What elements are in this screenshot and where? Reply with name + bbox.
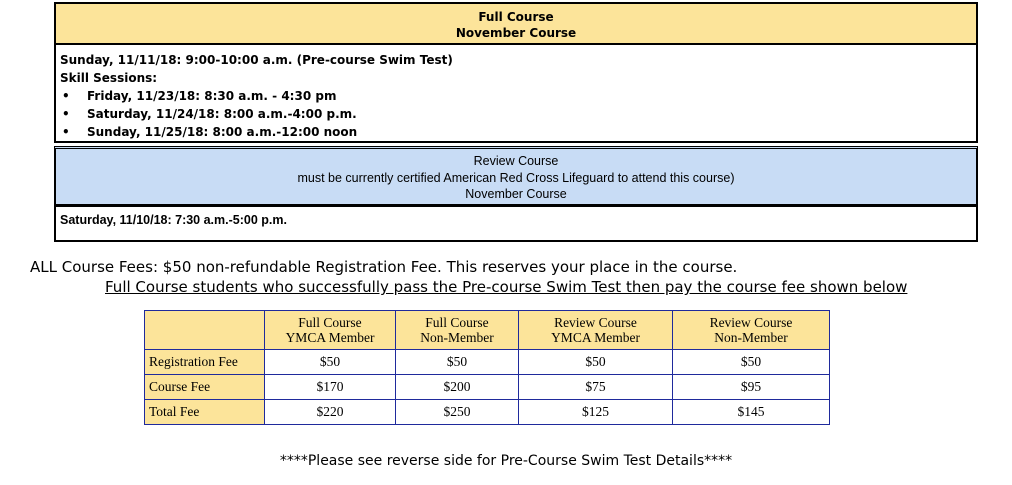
review-course-header xyxy=(54,146,978,206)
column-header: Full Course YMCA Member xyxy=(265,311,396,350)
fee-cell: $250 xyxy=(396,400,519,425)
bullet-icon: • xyxy=(62,89,70,103)
fee-cell: $200 xyxy=(396,375,519,400)
column-header: Full Course Non-Member xyxy=(396,311,519,350)
table-row xyxy=(145,400,830,425)
fee-cell: $145 xyxy=(673,400,830,425)
fee-cell: $220 xyxy=(265,400,396,425)
fees-label: ALL Course Fees xyxy=(30,258,153,276)
row-label: Total Fee xyxy=(145,400,265,425)
fee-cell: $50 xyxy=(265,350,396,375)
fees-summary xyxy=(30,258,737,276)
fee-cell: $125 xyxy=(519,400,673,425)
review-course-title: Review Course xyxy=(473,154,559,168)
full-course-title: Full Course xyxy=(478,10,554,24)
table-corner xyxy=(145,311,265,350)
list-item xyxy=(60,87,976,105)
fee-cell: $50 xyxy=(396,350,519,375)
fee-cell: $95 xyxy=(673,375,830,400)
bullet-icon: • xyxy=(62,125,70,139)
pretest-date: Sunday, 11/11/18: 9:00-10:00 a.m. (Pre-course Swim Test) xyxy=(60,53,453,67)
bullet-icon: • xyxy=(62,107,70,121)
row-label: Course Fee xyxy=(145,375,265,400)
fees-note: Full Course students who successfully pass the Pre-course Swim Test then pay the course fee shown below xyxy=(105,278,908,296)
list-item xyxy=(60,105,976,123)
review-course-note: must be currently certified American Red Cross Lifeguard to attend this course) xyxy=(297,170,735,185)
list-item xyxy=(60,123,976,141)
full-course-schedule xyxy=(54,44,978,143)
fee-cell: $50 xyxy=(519,350,673,375)
table-row xyxy=(145,375,830,400)
fee-cell: $75 xyxy=(519,375,673,400)
fee-table xyxy=(144,310,830,425)
review-course-schedule xyxy=(54,205,978,242)
session-date: Friday, 11/23/18: 8:30 a.m. - 4:30 pm xyxy=(87,89,337,103)
table-row xyxy=(145,350,830,375)
fee-cell: $50 xyxy=(673,350,830,375)
column-header: Review Course Non-Member xyxy=(673,311,830,350)
table-header-row xyxy=(145,311,830,350)
fees-text: : $50 non-refundable Registration Fee. This reserves your place in the course. xyxy=(152,258,738,276)
session-date: Sunday, 11/25/18: 8:00 a.m.-12:00 noon xyxy=(87,125,358,139)
full-course-header xyxy=(54,2,978,45)
full-course-month: November Course xyxy=(455,26,577,40)
review-date: Saturday, 11/10/18: 7:30 a.m.-5:00 p.m. xyxy=(60,213,287,227)
skill-sessions-label: Skill Sessions: xyxy=(60,71,158,85)
session-date: Saturday, 11/24/18: 8:00 a.m.-4:00 p.m. xyxy=(87,107,357,121)
review-course-month: November Course xyxy=(465,187,567,201)
footer-note: ****Please see reverse side for Pre-Course Swim Test Details**** xyxy=(279,453,733,469)
fee-cell: $170 xyxy=(265,375,396,400)
column-header: Review Course YMCA Member xyxy=(519,311,673,350)
row-label: Registration Fee xyxy=(145,350,265,375)
